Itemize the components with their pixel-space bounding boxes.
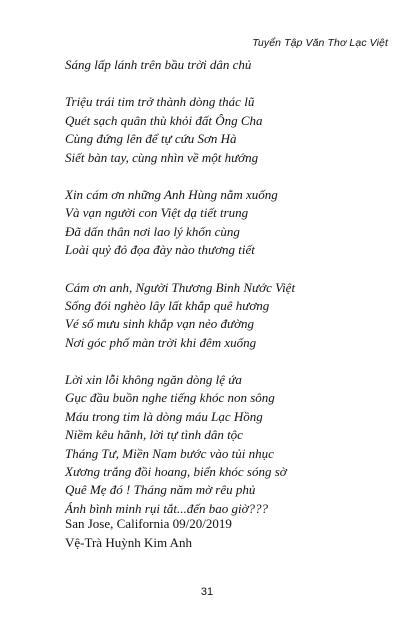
- poem-line: Xương trắng đồi hoang, biển khóc sóng sờ: [65, 464, 287, 480]
- poem-line: Xin cám ơn những Anh Hùng nằm xuống: [65, 186, 278, 202]
- poem-line: Gục đầu buồn nghe tiếng khóc non sông: [65, 390, 275, 406]
- poem-line: Tháng Tư, Miền Nam bước vào tủi nhục: [65, 445, 274, 461]
- stanza: [65, 93, 395, 167]
- poem-line: Siết bàn tay, cùng nhìn về một hướng: [65, 149, 259, 165]
- author-name: Vệ-Trà Huỳnh Kim Anh: [65, 535, 192, 550]
- poem-body: [65, 56, 395, 537]
- poem-line: Và vạn người con Việt dạ tiết trung: [65, 205, 249, 221]
- poem-line: Cám ơn anh, Người Thương Binh Nước Việt: [65, 279, 296, 295]
- poem-line: Vé số mưu sinh khắp vạn nẻo đường: [65, 316, 255, 332]
- poem-line: Lời xin lỗi không ngăn dòng lệ ứa: [65, 372, 242, 388]
- poem-line: Sáng lấp lánh trên bầu trời dân chủ: [65, 57, 252, 72]
- poem-line: Quét sạch quân thù khỏi đất Ông Cha: [65, 112, 263, 128]
- place-date: San Jose, California 09/20/2019: [65, 516, 232, 531]
- poem-line: Loài quỷ đỏ đọa đày nào thương tiết: [65, 242, 255, 258]
- poem-line: Ánh bình minh rụi tắt...đến bao giờ???: [65, 500, 269, 516]
- stanza: [65, 56, 395, 74]
- stanza: [65, 371, 395, 518]
- poem-line: Quê Mẹ đó ! Tháng năm mờ rêu phủ: [65, 482, 256, 498]
- poem-line: Triệu trái tim trở thành dòng thác lũ: [65, 94, 255, 110]
- page-number: 31: [200, 586, 214, 598]
- poem-line: Niềm kêu hãnh, lời tự tình dân tộc: [65, 427, 243, 443]
- stanza: [65, 186, 395, 260]
- poem-line: Nơi góc phố màn trời khi đêm xuống: [65, 334, 257, 350]
- poem-line: Đã dấn thân nơi lao lý khốn cùng: [65, 223, 240, 239]
- poem-line: Máu trong tim là dòng máu Lạc Hồng: [65, 408, 263, 424]
- stanza: [65, 279, 395, 353]
- signature-block: [65, 514, 395, 552]
- poem-line: Sống đói nghèo lây lất khắp quê hương: [65, 297, 270, 313]
- running-header: Tuyển Tập Văn Thơ Lạc Việt: [252, 37, 388, 49]
- poem-line: Cùng đứng lên để tự cứu Sơn Hà: [65, 131, 237, 147]
